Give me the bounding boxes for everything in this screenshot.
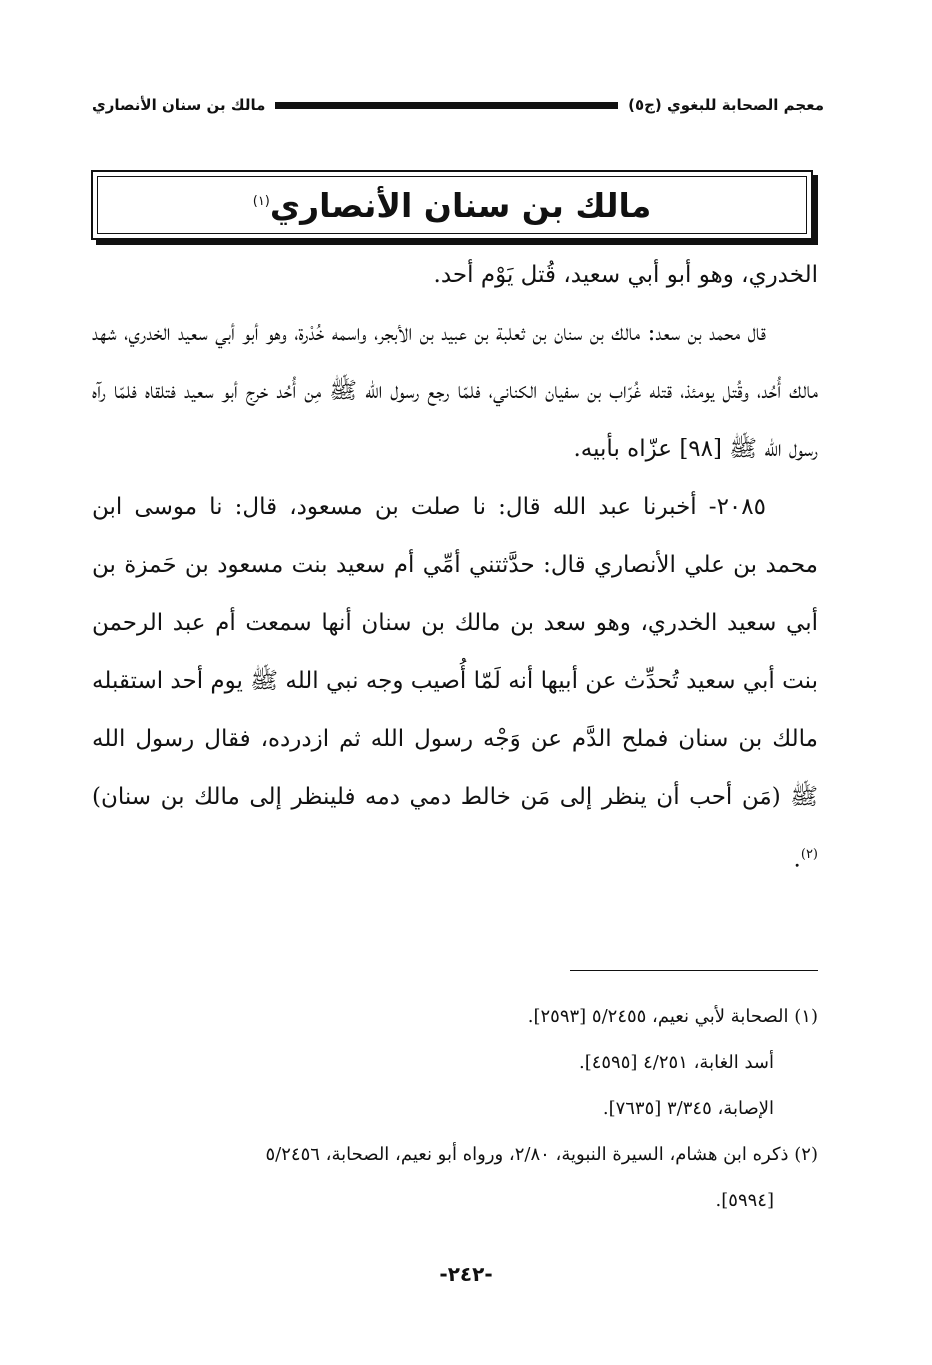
ibn-saad-paragraph: قال محمد بن سعد: مالك بن سنان بن ثعلبة بن عبيد بن الأبجر، واسمه خُدْرة، وهو أبو أبي سعيد الخدري، شهد مالك أُحُد، وقُتل يومئذ، قتله غُرّاب بن سفيان الكناني، فلمّا رجع رسول الله ﷺ مِن أُحُد خرج أبو سعيد فتلقاه فلمّا رآه رسول الله ﷺ [٩٨] عزّاه بأبيه. (92, 320, 818, 462)
intro-paragraph: الخدري، وهو أبو أبي سعيد، قُتل يَوْم أحد. (433, 262, 818, 288)
footnote-2: (٢) ذكره ابن هشام، السيرة النبوية، ٢/٨٠، ورواه أبو نعيم، الصحابة، ٥/٢٤٥٦ (265, 1144, 818, 1165)
footnote-1: (١) الصحابة لأبي نعيم، ٥/٢٤٥٥ [٢٥٩٣]. (527, 1006, 818, 1027)
body-text (92, 246, 818, 889)
running-header (92, 92, 824, 118)
footnote-separator (570, 970, 818, 971)
footnote-1-source-2: أسد الغابة، ٤/٢٥١ [٤٥٩٥]. (578, 1052, 774, 1073)
title-footnote-marker: (١) (252, 193, 270, 209)
footnote-1-source-3: الإصابة، ٣/٣٤٥ [٧٦٣٥]. (602, 1098, 774, 1119)
footnotes (92, 994, 818, 1224)
hadith-footnote-marker: (٢) (800, 847, 818, 862)
hadith-paragraph (92, 478, 818, 889)
header-rule (275, 102, 618, 109)
entry-title-name: مالك بن سنان الأنصاري (269, 185, 652, 225)
header-book-title: معجم الصحابة للبغوي (ج٥) (628, 96, 824, 114)
entry-title-box (91, 170, 813, 240)
hadith-text: أخبرنا عبد الله قال: نا صلت بن مسعود، قال: نا موسى ابن محمد بن علي الأنصاري قال: حدَّثتني أمِّي أم سعيد بنت مسعود بن حَمزة بن أبي سعيد الخدري، وهو سعد بن مالك بن سنان أنها سمعت أم عبد الرحمن بنت أبي سعيد تُحدِّث عن أبيها أنه لَمّا أُصيب وجه نبي الله ﷺ يوم أحد استقبله مالك بن سنان فملح الدَّم عن وَجْه رسول الله ثم ازدرده، فقال رسول الله ﷺ (مَن أحب أن ينظر إلى مَن خالط دمي دمه فلينظر إلى مالك بن سنان) (92, 494, 818, 810)
hadith-number: ٢٠٨٥- (708, 494, 766, 520)
footnote-2-continuation: [٥٩٩٤]. (715, 1190, 774, 1211)
entry-title (253, 186, 652, 225)
hadith-end: . (793, 846, 801, 873)
page-number: -٢٤٢- (439, 1262, 493, 1286)
header-entry-title: مالك بن سنان الأنصاري (92, 96, 266, 114)
